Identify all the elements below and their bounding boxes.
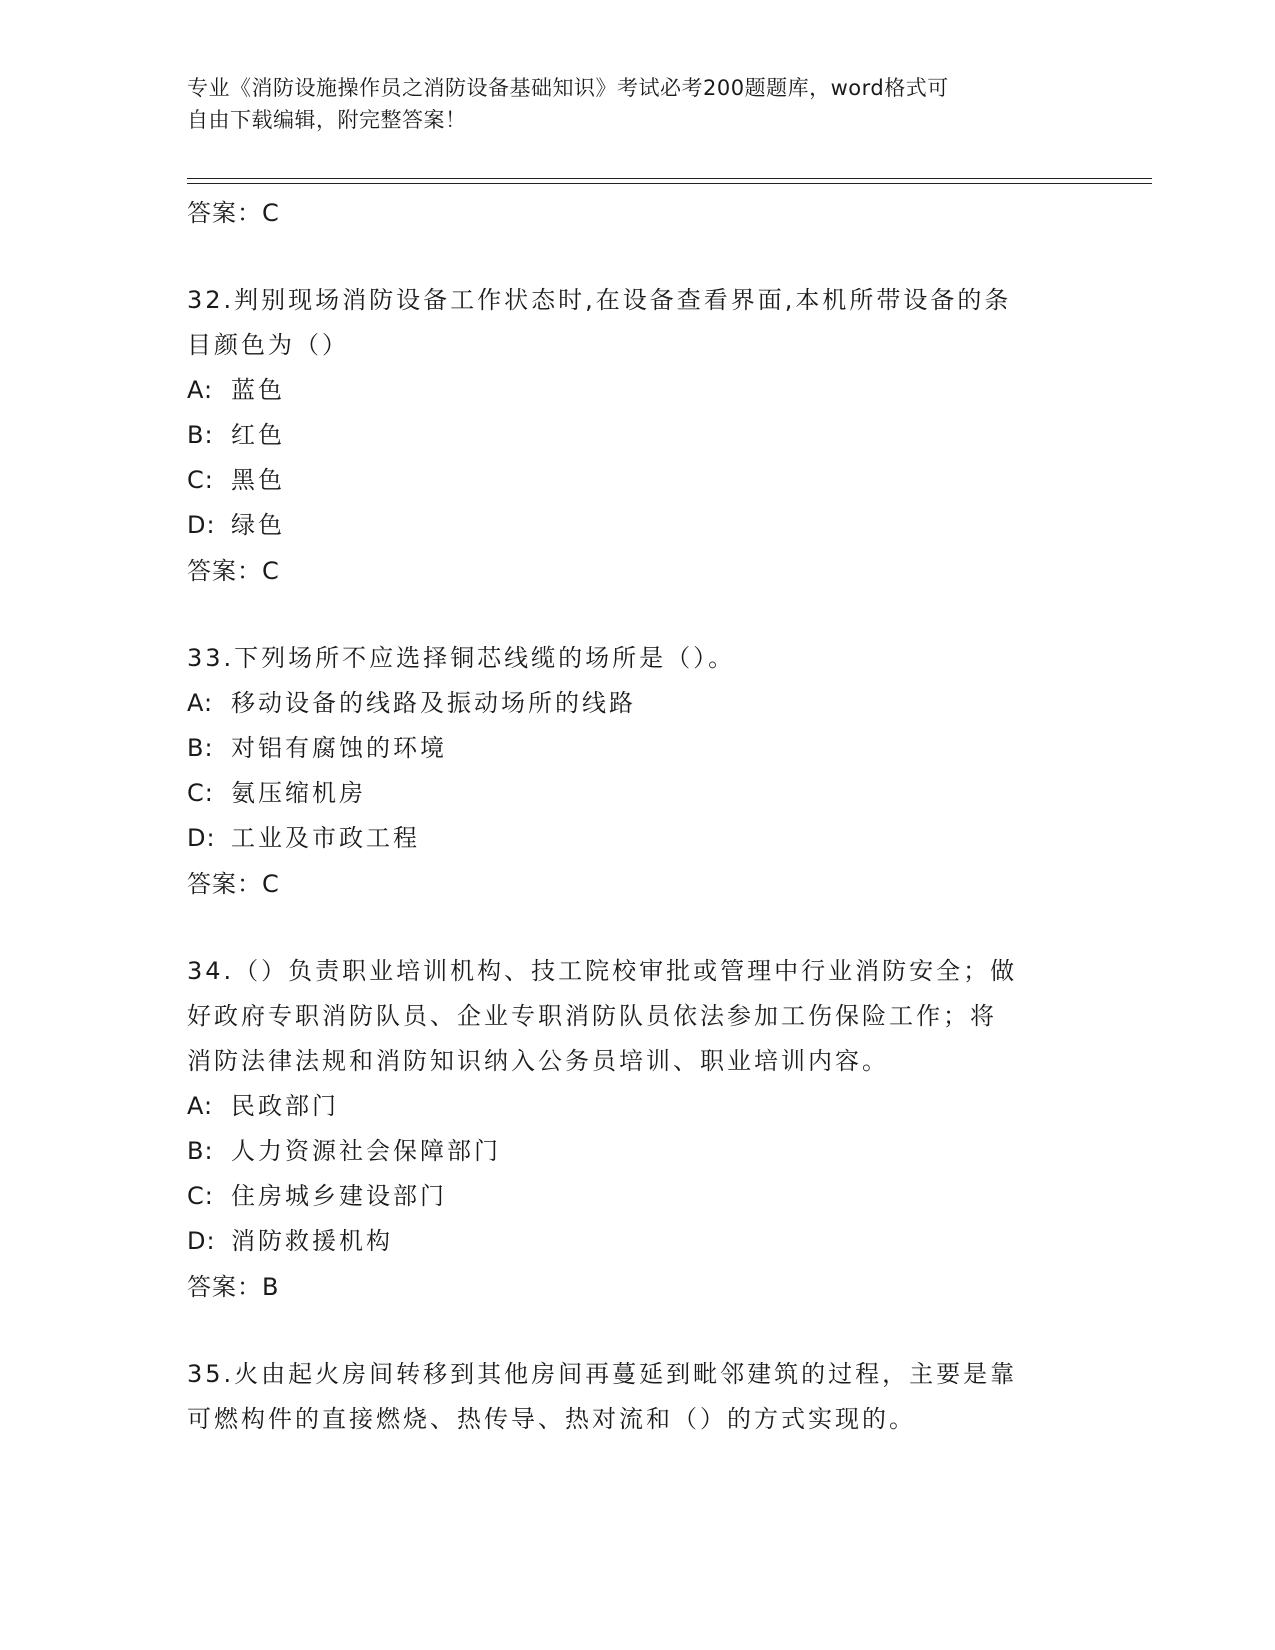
spacer <box>187 236 1087 278</box>
option-c <box>187 1174 1087 1219</box>
option-text: 对铝有腐蚀的环境 <box>231 734 447 762</box>
option-a <box>187 681 1087 726</box>
question-34 <box>187 949 1087 1310</box>
answer: 答案：C <box>187 557 280 585</box>
option-letter: C: <box>187 779 214 807</box>
question-text-line: 35.火由起火房间转移到其他房间再蔓延到毗邻建筑的过程，主要是靠 <box>187 1360 1018 1388</box>
answer: 答案：C <box>187 870 280 898</box>
question-text-line: 32.判别现场消防设备工作状态时,在设备查看界面,本机所带设备的条 <box>187 286 1012 314</box>
option-c <box>187 771 1087 816</box>
header-line-1: 专业《消防设施操作员之消防设备基础知识》考试必考200题题库，word格式可 <box>187 76 949 100</box>
option-letter: A: <box>187 1092 214 1120</box>
previous-answer: 答案：C <box>187 199 280 227</box>
header-line-2: 自由下载编辑，附完整答案！ <box>187 108 467 132</box>
question-text-line: 可燃构件的直接燃烧、热传导、热对流和（）的方式实现的。 <box>187 1405 916 1433</box>
option-letter: A: <box>187 689 214 717</box>
option-letter: C: <box>187 466 214 494</box>
option-text: 红色 <box>231 421 285 449</box>
option-letter: D: <box>187 824 216 852</box>
spacer <box>187 594 1087 636</box>
option-a <box>187 368 1087 413</box>
option-text: 氨压缩机房 <box>231 779 366 807</box>
answer: 答案：B <box>187 1273 280 1301</box>
question-text-line: 目颜色为（） <box>187 331 349 359</box>
option-letter: B: <box>187 1137 214 1165</box>
option-text: 蓝色 <box>231 376 285 404</box>
question-32 <box>187 278 1087 594</box>
option-text: 工业及市政工程 <box>231 824 420 852</box>
option-text: 黑色 <box>231 466 285 494</box>
option-text: 民政部门 <box>231 1092 339 1120</box>
option-b <box>187 1129 1087 1174</box>
option-d <box>187 816 1087 861</box>
header-divider-bottom <box>187 183 1152 184</box>
option-c <box>187 458 1087 503</box>
option-a <box>187 1084 1087 1129</box>
option-b <box>187 413 1087 458</box>
option-text: 消防救援机构 <box>231 1227 393 1255</box>
option-letter: B: <box>187 421 214 449</box>
spacer <box>187 907 1087 949</box>
option-text: 绿色 <box>231 511 285 539</box>
document-header <box>187 72 1067 136</box>
option-d <box>187 503 1087 548</box>
option-b <box>187 726 1087 771</box>
option-letter: D: <box>187 511 216 539</box>
option-d <box>187 1219 1087 1264</box>
question-text-line: 消防法律法规和消防知识纳入公务员培训、职业培训内容。 <box>187 1047 889 1075</box>
question-35 <box>187 1352 1087 1442</box>
spacer <box>187 1310 1087 1352</box>
document-body <box>187 190 1087 1442</box>
option-letter: C: <box>187 1182 214 1210</box>
option-letter: D: <box>187 1227 216 1255</box>
option-letter: B: <box>187 734 214 762</box>
question-33 <box>187 636 1087 907</box>
question-text-line: 34.（）负责职业培训机构、技工院校审批或管理中行业消防安全；做 <box>187 957 1018 985</box>
header-divider-top <box>187 178 1152 179</box>
option-text: 移动设备的线路及振动场所的线路 <box>231 689 636 717</box>
question-text-line: 33.下列场所不应选择铜芯线缆的场所是（）。 <box>187 644 736 672</box>
option-letter: A: <box>187 376 214 404</box>
question-text-line: 好政府专职消防队员、企业专职消防队员依法参加工伤保险工作；将 <box>187 1002 997 1030</box>
option-text: 住房城乡建设部门 <box>231 1182 447 1210</box>
option-text: 人力资源社会保障部门 <box>231 1137 501 1165</box>
